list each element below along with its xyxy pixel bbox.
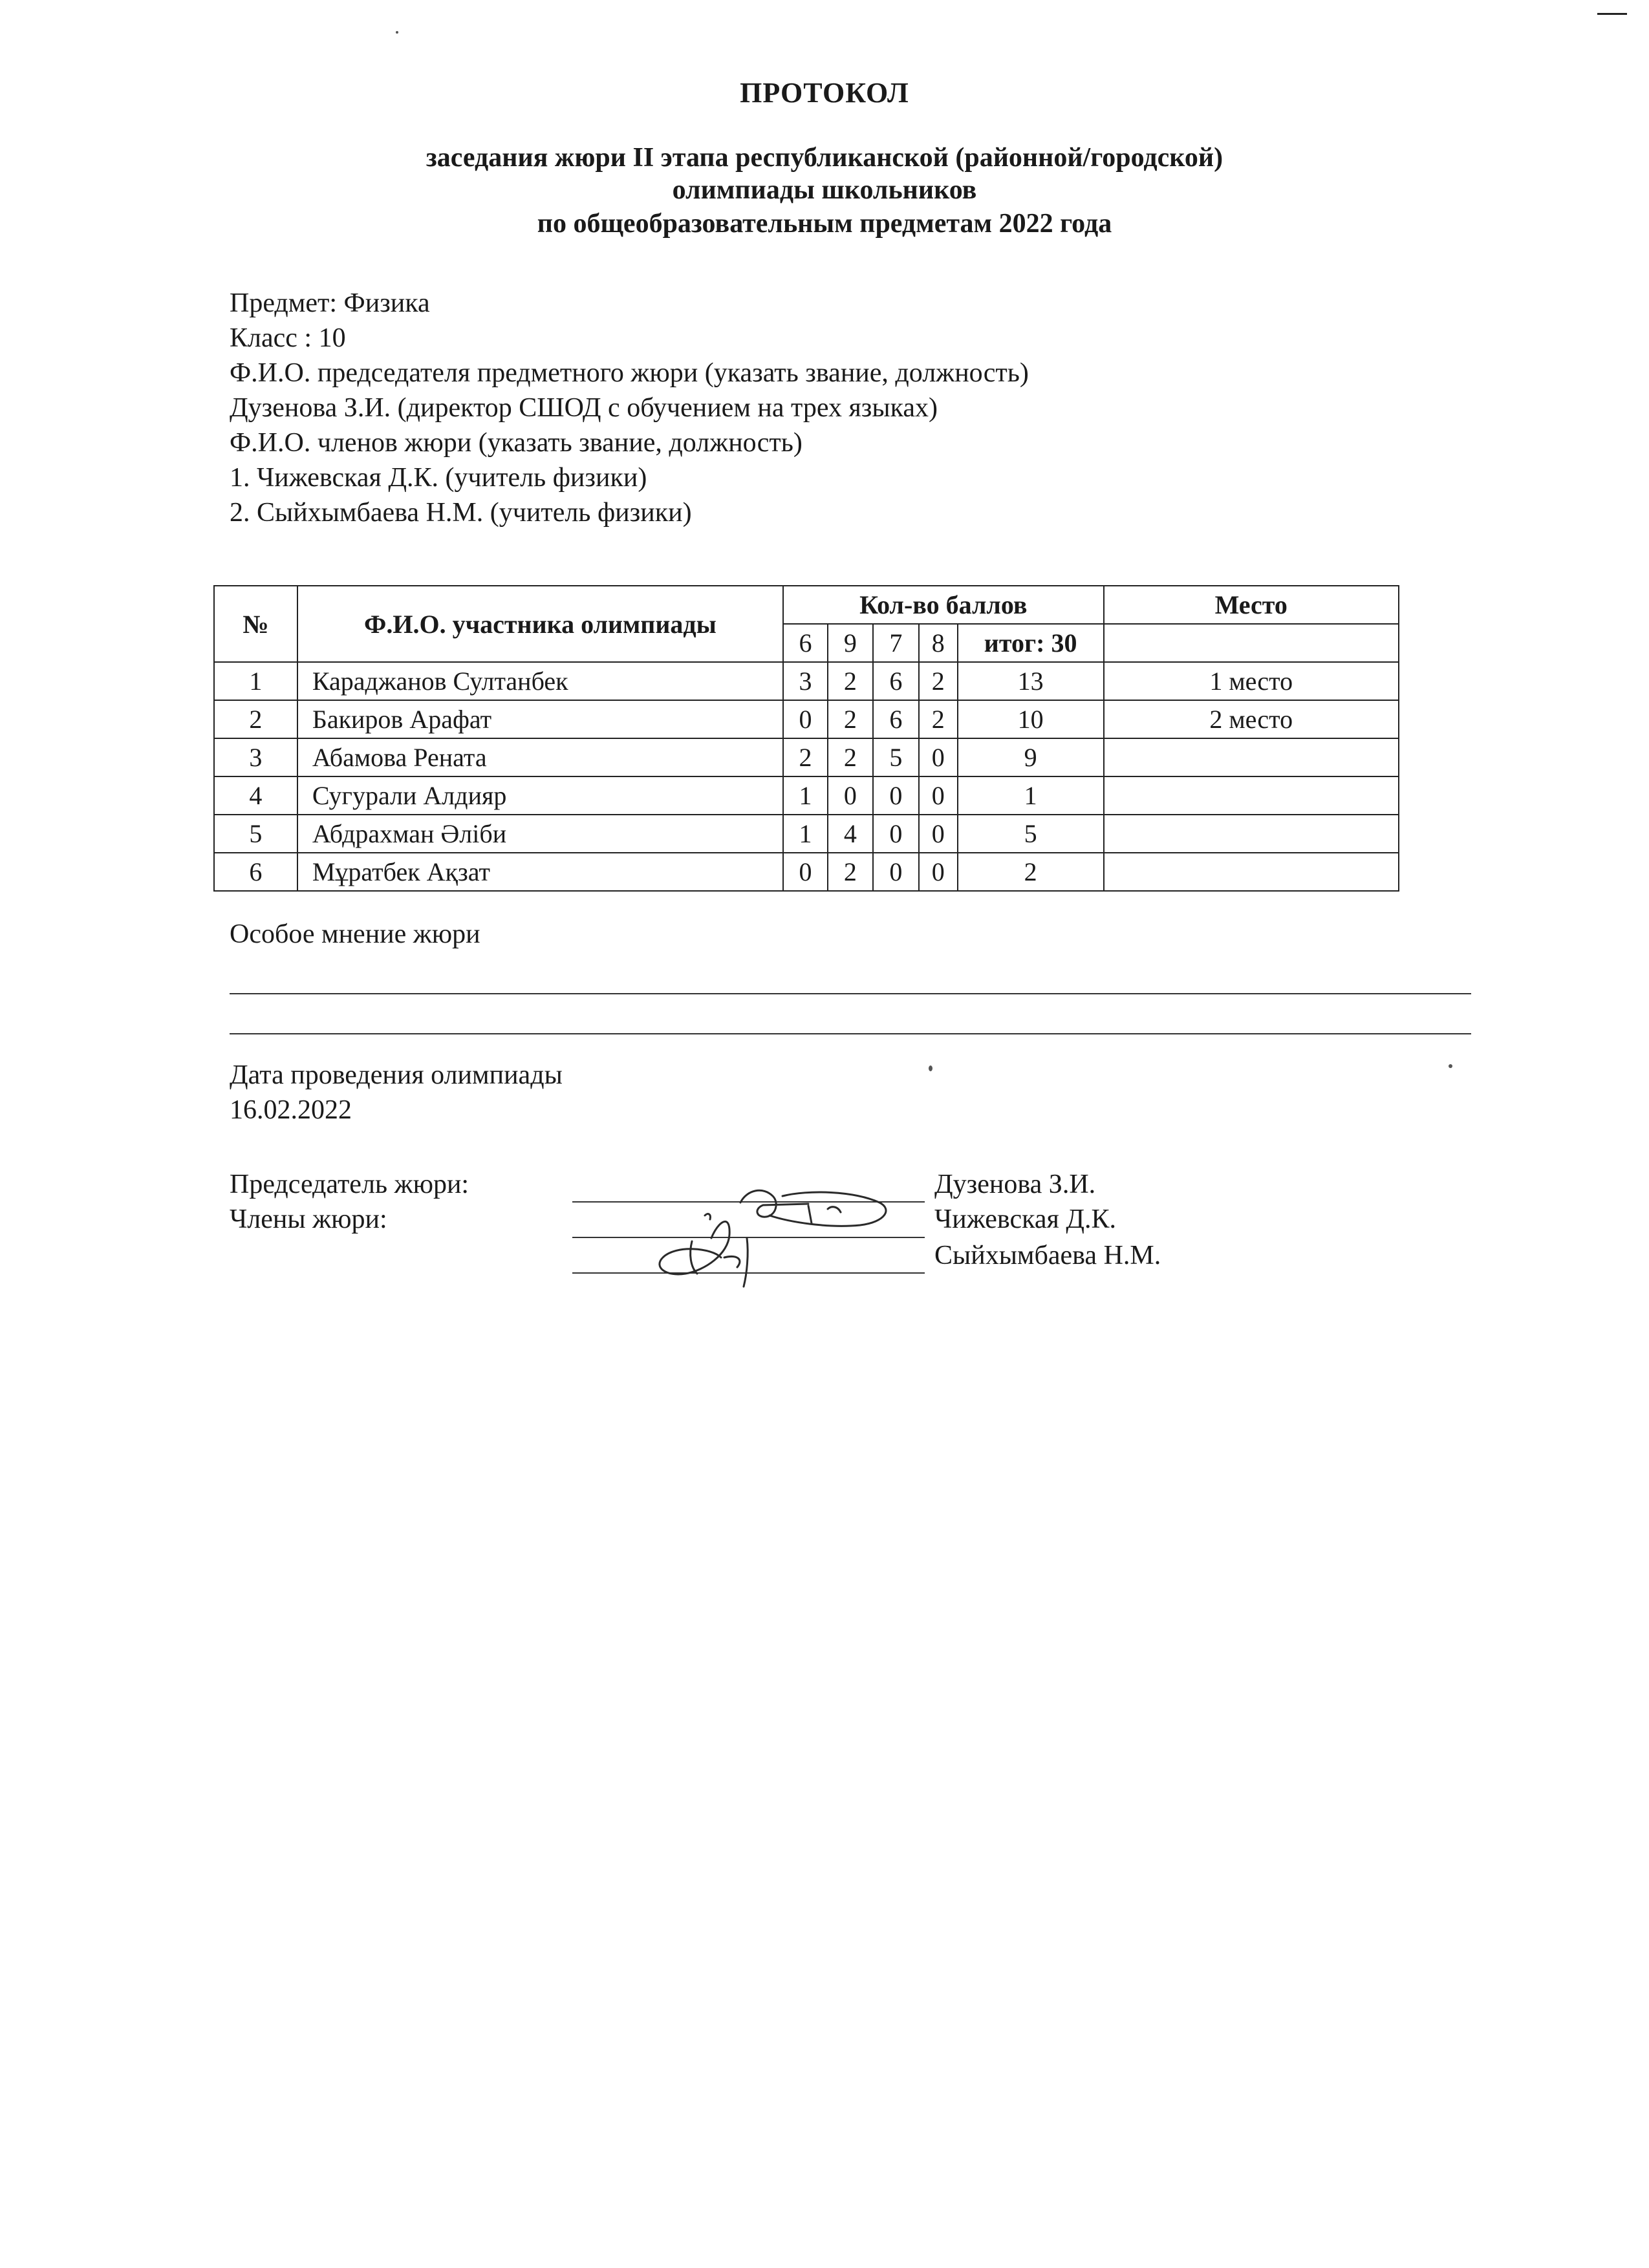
results-table (213, 585, 1399, 892)
opinion-label: Особое мнение жюри (230, 919, 480, 949)
row-score: 0 (919, 853, 958, 891)
date-label: Дата проведения олимпиады (230, 1060, 563, 1090)
table-row (214, 662, 1399, 700)
row-num: 3 (214, 738, 297, 776)
handwritten-signature-graphic (614, 1177, 905, 1300)
row-score: 0 (783, 853, 828, 891)
row-score: 6 (873, 700, 919, 738)
row-score: 2 (828, 853, 873, 891)
row-score: 5 (873, 738, 919, 776)
row-total: 13 (958, 662, 1104, 700)
row-score: 0 (873, 853, 919, 891)
scan-speck (929, 1065, 932, 1071)
row-num: 4 (214, 776, 297, 815)
row-score: 0 (783, 700, 828, 738)
row-score: 2 (828, 662, 873, 700)
member-line-2: 2. Сыйхымбаева Н.М. (учитель физики) (230, 498, 692, 528)
members-signature-label: Члены жюри: (230, 1204, 387, 1234)
row-place (1104, 815, 1399, 853)
row-score: 2 (919, 662, 958, 700)
row-score: 3 (783, 662, 828, 700)
row-score: 1 (783, 776, 828, 815)
score-header-task: 8 (919, 624, 958, 662)
row-num: 5 (214, 815, 297, 853)
info-block (230, 286, 1029, 530)
row-total: 1 (958, 776, 1104, 815)
row-score: 0 (828, 776, 873, 815)
chair-signature-name: Дузенова З.И. (934, 1170, 1096, 1199)
members-label: Ф.И.О. членов жюри (указать звание, должность) (230, 428, 803, 458)
row-participant: Бакиров Арафат (297, 700, 783, 738)
chair-signature-label: Председатель жюри: (230, 1170, 469, 1199)
chair-line: Дузенова З.И. (директор СШОД с обучением на трех языках) (230, 393, 938, 423)
row-num: 2 (214, 700, 297, 738)
scan-speck (1449, 1064, 1452, 1068)
scan-speck (396, 31, 398, 34)
opinion-line (230, 993, 1471, 994)
row-num: 1 (214, 662, 297, 700)
member2-signature-name: Сыйхымбаева Н.М. (934, 1241, 1161, 1270)
row-place (1104, 853, 1399, 891)
row-score: 0 (919, 815, 958, 853)
document-subtitle-line3: по общеобразовательным предметам 2022 года (537, 209, 1112, 239)
table-row (214, 815, 1399, 853)
row-score: 2 (828, 738, 873, 776)
table-row (214, 738, 1399, 776)
row-total: 10 (958, 700, 1104, 738)
header-num: № (214, 586, 297, 662)
row-num: 6 (214, 853, 297, 891)
header-name: Ф.И.О. участника олимпиады (297, 586, 783, 662)
row-participant: Мұратбек Ақзат (297, 853, 783, 891)
scan-dash-mark (1597, 13, 1627, 15)
grade-line: Класс : 10 (230, 323, 346, 353)
header-place: Место (1104, 586, 1399, 624)
row-score: 4 (828, 815, 873, 853)
member1-signature-name: Чижевская Д.К. (934, 1204, 1116, 1234)
row-score: 0 (919, 738, 958, 776)
chair-label: Ф.И.О. председателя предметного жюри (указать звание, должность) (230, 358, 1029, 388)
header-scores: Кол-во баллов (783, 586, 1103, 624)
date-block (230, 1058, 563, 1128)
table-row (214, 853, 1399, 891)
document-subtitle-line2: олимпиады школьников (672, 175, 977, 205)
row-participant: Абамова Рената (297, 738, 783, 776)
table-row (214, 776, 1399, 815)
row-place (1104, 738, 1399, 776)
document-subtitle-line1: заседания жюри II этапа республиканской (районной/городской) (426, 143, 1223, 173)
opinion-line (230, 1033, 1471, 1034)
row-total: 2 (958, 853, 1104, 891)
row-score: 0 (919, 776, 958, 815)
row-score: 2 (919, 700, 958, 738)
row-place (1104, 776, 1399, 815)
row-score: 1 (783, 815, 828, 853)
row-score: 0 (873, 776, 919, 815)
row-place: 2 место (1104, 700, 1399, 738)
score-header-task: 7 (873, 624, 919, 662)
row-participant: Абдрахман Әліби (297, 815, 783, 853)
header-place-empty (1104, 624, 1399, 662)
row-score: 0 (873, 815, 919, 853)
row-place: 1 место (1104, 662, 1399, 700)
row-total: 9 (958, 738, 1104, 776)
row-score: 2 (783, 738, 828, 776)
row-score: 2 (828, 700, 873, 738)
row-participant: Сугурали Алдияр (297, 776, 783, 815)
document-title: ПРОТОКОЛ (740, 77, 909, 109)
subject-line: Предмет: Физика (230, 288, 430, 318)
score-header-task: 6 (783, 624, 828, 662)
score-header-task: 9 (828, 624, 873, 662)
score-header-total: итог: 30 (958, 624, 1104, 662)
row-total: 5 (958, 815, 1104, 853)
member-line-1: 1. Чижевская Д.К. (учитель физики) (230, 463, 647, 493)
row-score: 6 (873, 662, 919, 700)
date-value: 16.02.2022 (230, 1095, 352, 1125)
table-row (214, 700, 1399, 738)
row-participant: Караджанов Султанбек (297, 662, 783, 700)
